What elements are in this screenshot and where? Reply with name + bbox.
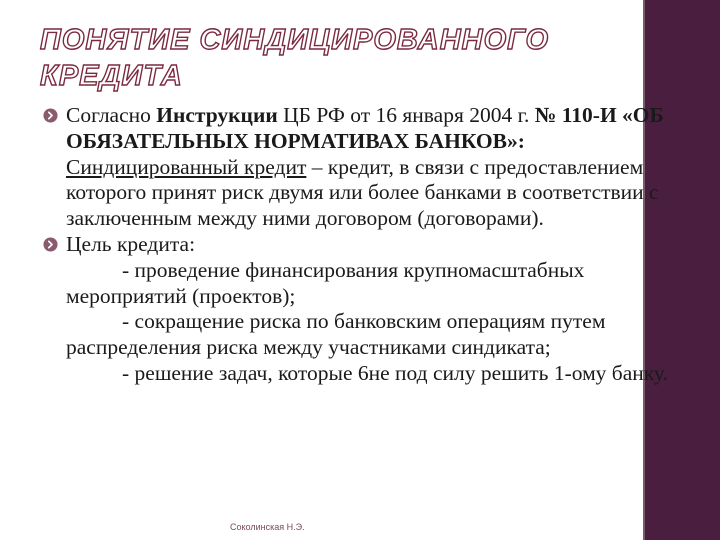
circle-chevron-icon	[43, 237, 58, 252]
slide-content	[42, 103, 672, 387]
bullet-definition	[42, 103, 672, 232]
purpose-item-text: - решение задач, которые 6не под силу решить 1-ому банку.	[122, 360, 668, 385]
text-part: ЦБ РФ от 16 января 2004 г.	[277, 103, 535, 127]
bullet-purpose	[42, 232, 672, 258]
text-part: Согласно	[66, 103, 157, 127]
term-syndicated-credit: Синдицированный кредит	[66, 154, 307, 179]
regulation-name: № 110-И «ОБ ОБЯЗАТЕЛЬНЫХ НОРМАТИВАХ БАНКОВ»:	[66, 103, 664, 153]
circle-chevron-icon	[43, 108, 58, 123]
footer-author: Соколинская Н.Э.	[230, 522, 305, 532]
purpose-heading: Цель кредита:	[66, 231, 196, 256]
purpose-item	[42, 258, 672, 310]
purpose-item	[42, 361, 672, 387]
purpose-item-text: - проведение финансирования крупномасштабных мероприятий (проектов);	[66, 257, 585, 308]
definition-text: – кредит, в связи с предоставлением которого принят риск двумя или более банками в соответствии с заключенным между ними договором (договорами).	[66, 154, 659, 231]
purpose-item	[42, 309, 672, 361]
purpose-item-text: - сокращение риска по банковским операциям путем распределения риска между участниками синдиката;	[66, 309, 606, 360]
instruction-link-text: Инструкции	[156, 103, 278, 127]
slide-title: ПОНЯТИЕ СИНДИЦИРОВАННОГО КРЕДИТА	[40, 24, 550, 92]
